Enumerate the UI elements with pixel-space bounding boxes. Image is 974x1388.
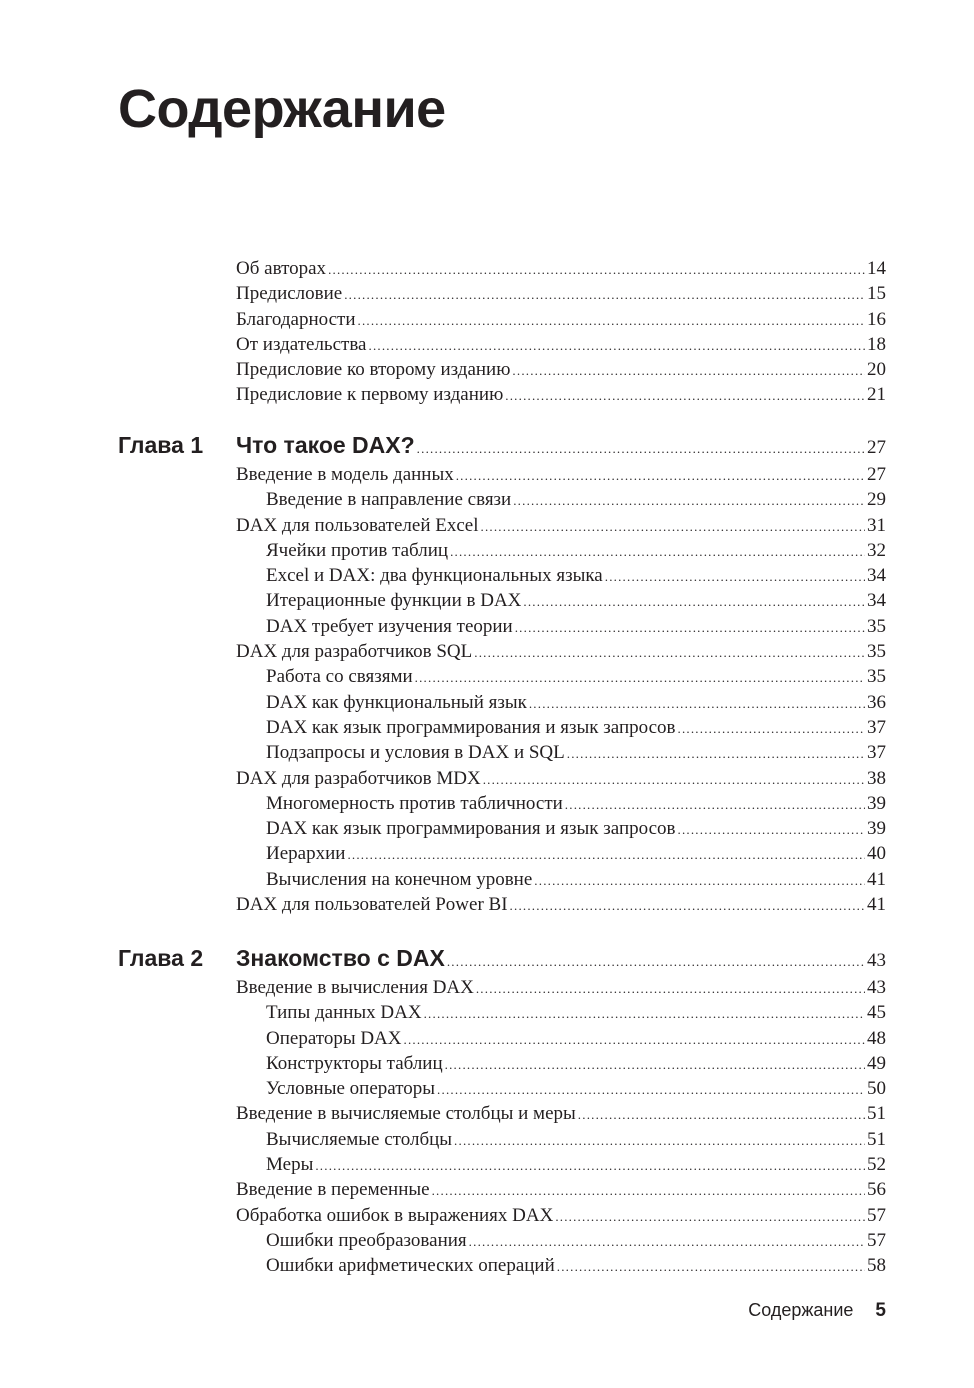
- page-footer: [748, 1300, 886, 1322]
- toc-page-number: 56: [867, 1179, 886, 1201]
- toc-entry[interactable]: [118, 357, 886, 382]
- toc-entry-title: Вычисления на конечном уровне: [266, 868, 533, 890]
- toc-entry[interactable]: [118, 307, 886, 332]
- dot-leader: [344, 282, 865, 307]
- toc-page-number: 35: [867, 666, 886, 688]
- toc-entry[interactable]: [118, 256, 886, 281]
- dot-leader: [555, 1204, 865, 1229]
- dot-leader: [424, 1001, 865, 1026]
- dot-leader: [315, 1153, 865, 1178]
- toc-entry-title: Предисловие: [236, 283, 343, 305]
- toc-page-number: 29: [867, 489, 886, 511]
- toc-entry[interactable]: [118, 1127, 886, 1152]
- toc-entry-title: Предисловие ко второму изданию: [236, 359, 511, 381]
- toc-entry[interactable]: [118, 791, 886, 816]
- dot-leader: [512, 358, 865, 383]
- footer-section: Содержание: [748, 1300, 854, 1320]
- dot-leader: [404, 1027, 866, 1052]
- toc-page-number: 41: [867, 868, 886, 890]
- toc-entry-title: Введение в переменные: [236, 1179, 430, 1201]
- toc-entry[interactable]: [118, 462, 886, 487]
- toc-entry-title: Конструкторы таблиц: [266, 1052, 443, 1074]
- dot-leader: [369, 333, 866, 358]
- dot-leader: [515, 615, 865, 640]
- toc-page-number: 51: [867, 1103, 886, 1125]
- dot-leader: [469, 1229, 865, 1254]
- toc-entry[interactable]: [118, 841, 886, 866]
- dot-leader: [447, 947, 865, 977]
- toc-page-number: 51: [867, 1128, 886, 1150]
- dot-leader: [347, 842, 865, 867]
- dot-leader: [454, 1128, 865, 1153]
- toc-page-number: 15: [867, 283, 886, 305]
- toc-entry-title: Условные операторы: [266, 1078, 436, 1100]
- toc-page-number: 37: [867, 742, 886, 764]
- toc-entry-title: Меры: [266, 1154, 314, 1176]
- toc-page-number: 20: [867, 359, 886, 381]
- dot-leader: [483, 767, 865, 792]
- chapter-heading[interactable]: [118, 430, 886, 460]
- dot-leader: [417, 434, 865, 464]
- toc-entry-title: DAX для пользователей Power BI: [236, 894, 508, 916]
- toc-entry-title: Иерархии: [266, 843, 346, 865]
- toc-entry-title: Введение в модель данных: [236, 464, 454, 485]
- toc-entry[interactable]: [118, 892, 886, 917]
- toc-page-number: 18: [867, 333, 886, 355]
- toc-page-number: 34: [867, 590, 886, 612]
- chapter-label: Глава 2: [118, 945, 204, 971]
- toc-page-number: 35: [867, 615, 886, 637]
- toc-entry-title: DAX как язык программирования и язык запросов: [266, 818, 676, 840]
- toc-entry-title: DAX требует изучения теории: [266, 615, 513, 637]
- toc-entry[interactable]: [118, 332, 886, 357]
- toc-entry[interactable]: [118, 1051, 886, 1076]
- dot-leader: [328, 257, 865, 282]
- dot-leader: [678, 716, 866, 741]
- toc-page-number: 38: [867, 767, 886, 789]
- toc-entry[interactable]: [118, 487, 886, 512]
- toc-entry[interactable]: [118, 975, 886, 1000]
- toc-page-number: 49: [867, 1052, 886, 1074]
- front-matter-list: [118, 256, 886, 408]
- dot-leader: [534, 868, 865, 893]
- toc-entry[interactable]: [118, 1228, 886, 1253]
- toc-page-number: 34: [867, 565, 886, 587]
- toc-entry[interactable]: [118, 639, 886, 664]
- chapter-heading[interactable]: [118, 943, 886, 973]
- dot-leader: [432, 1178, 865, 1203]
- toc-entry-title: Ошибки преобразования: [266, 1229, 467, 1251]
- toc-page-number: 21: [867, 384, 886, 406]
- dot-leader: [567, 741, 865, 766]
- toc-entry[interactable]: [118, 664, 886, 689]
- toc-entry-title: Ячейки против таблиц: [266, 539, 449, 561]
- toc-page-number: 43: [867, 950, 886, 971]
- toc-entry-title: Итерационные функции в DAX: [266, 590, 522, 612]
- dot-leader: [450, 539, 865, 564]
- dot-leader: [678, 817, 866, 842]
- chapter-1-block: [118, 430, 886, 917]
- toc-entry[interactable]: [118, 1000, 886, 1025]
- toc-entry-title: Excel и DAX: два функциональных языка: [266, 565, 603, 587]
- toc-page-number: 32: [867, 539, 886, 561]
- toc-entry-title: Вычисляемые столбцы: [266, 1128, 453, 1150]
- toc-entry[interactable]: [118, 382, 886, 407]
- toc-entry[interactable]: [118, 588, 886, 613]
- chapter-title: Знакомство с DAX: [236, 945, 445, 971]
- toc-entry-title: Работа со связями: [266, 666, 413, 688]
- toc-entry-title: Многомерность против табличности: [266, 792, 563, 814]
- toc-page-number: 35: [867, 641, 886, 663]
- toc-entry[interactable]: [118, 614, 886, 639]
- toc-entry-title: От издательства: [236, 333, 367, 355]
- toc-entry-title: Благодарности: [236, 308, 356, 330]
- toc-entry-title: DAX как функциональный язык: [266, 691, 527, 713]
- page-number: 5: [875, 1300, 886, 1321]
- toc-entry[interactable]: [118, 1253, 886, 1278]
- toc-entry-title: Ошибки арифметических операций: [266, 1255, 555, 1277]
- toc-entry-title: Подзапросы и условия в DAX и SQL: [266, 742, 565, 764]
- toc-entry-title: Обработка ошибок в выражениях DAX: [236, 1204, 554, 1226]
- chapter-label: Глава 1: [118, 432, 204, 458]
- dot-leader: [510, 893, 865, 918]
- toc-page-number: 36: [867, 691, 886, 713]
- dot-leader: [358, 308, 866, 333]
- toc-entry-title: Об авторах: [236, 258, 327, 279]
- toc-entry-title: Введение в вычисления DAX: [236, 977, 474, 998]
- toc-entry[interactable]: [118, 1026, 886, 1051]
- toc-entry-title: Введение в вычисляемые столбцы и меры: [236, 1103, 576, 1125]
- toc-entry-title: Типы данных DAX: [266, 1002, 422, 1024]
- toc-entry-title: Предисловие к первому изданию: [236, 384, 504, 406]
- toc-entry[interactable]: [118, 1177, 886, 1202]
- dot-leader: [437, 1077, 865, 1102]
- toc-entry[interactable]: [118, 1076, 886, 1101]
- toc-entry[interactable]: [118, 513, 886, 538]
- toc-page-number: 58: [867, 1255, 886, 1277]
- toc-entry[interactable]: [118, 563, 886, 588]
- toc-entry[interactable]: [118, 538, 886, 563]
- dot-leader: [565, 792, 865, 817]
- toc-page-number: 31: [867, 514, 886, 536]
- chapter-title: Что такое DAX?: [236, 432, 415, 458]
- toc-entry[interactable]: [118, 766, 886, 791]
- toc-page-number: 14: [867, 258, 886, 279]
- toc-entry-title: DAX для пользователей Excel: [236, 514, 479, 536]
- toc-page-number: 39: [867, 818, 886, 840]
- toc-entry[interactable]: [118, 816, 886, 841]
- toc-page-number: 45: [867, 1002, 886, 1024]
- toc-page-number: 16: [867, 308, 886, 330]
- dot-leader: [578, 1102, 865, 1127]
- toc-page-number: 48: [867, 1027, 886, 1049]
- dot-leader: [529, 691, 865, 716]
- toc-page-number: 41: [867, 894, 886, 916]
- dot-leader: [481, 514, 866, 539]
- toc-entry-title: Введение в направление связи: [266, 489, 512, 511]
- toc-page-number: 57: [867, 1229, 886, 1251]
- toc-entry-title: DAX для разработчиков SQL: [236, 641, 473, 663]
- dot-leader: [415, 665, 865, 690]
- toc-entry-title: Операторы DAX: [266, 1027, 402, 1049]
- dot-leader: [445, 1052, 865, 1077]
- toc-page-number: 27: [867, 437, 886, 458]
- toc-page-number: 52: [867, 1154, 886, 1176]
- chapter-2-block: [118, 943, 886, 1279]
- toc-page-number: 57: [867, 1204, 886, 1226]
- dot-leader: [513, 488, 865, 513]
- toc-page-number: 27: [867, 464, 886, 485]
- page-title: Содержание: [118, 79, 446, 139]
- toc-page-number: 40: [867, 843, 886, 865]
- toc-entry[interactable]: [118, 281, 886, 306]
- dot-leader: [476, 976, 865, 1001]
- toc-entry[interactable]: [118, 867, 886, 892]
- toc-entry-title: DAX для разработчиков MDX: [236, 767, 481, 789]
- toc-page-number: 37: [867, 716, 886, 738]
- toc-page-number: 50: [867, 1078, 886, 1100]
- toc-entry[interactable]: [118, 1101, 886, 1126]
- toc-entry[interactable]: [118, 1152, 886, 1177]
- toc-entry[interactable]: [118, 740, 886, 765]
- dot-leader: [505, 383, 865, 408]
- dot-leader: [474, 640, 865, 665]
- toc-entry[interactable]: [118, 1203, 886, 1228]
- toc-entry[interactable]: [118, 715, 886, 740]
- toc-page-number: 43: [867, 977, 886, 998]
- dot-leader: [605, 564, 865, 589]
- dot-leader: [523, 589, 865, 614]
- dot-leader: [557, 1254, 865, 1279]
- toc-entry-title: DAX как язык программирования и язык запросов: [266, 716, 676, 738]
- dot-leader: [456, 463, 865, 488]
- toc-entry[interactable]: [118, 690, 886, 715]
- toc-page-number: 39: [867, 792, 886, 814]
